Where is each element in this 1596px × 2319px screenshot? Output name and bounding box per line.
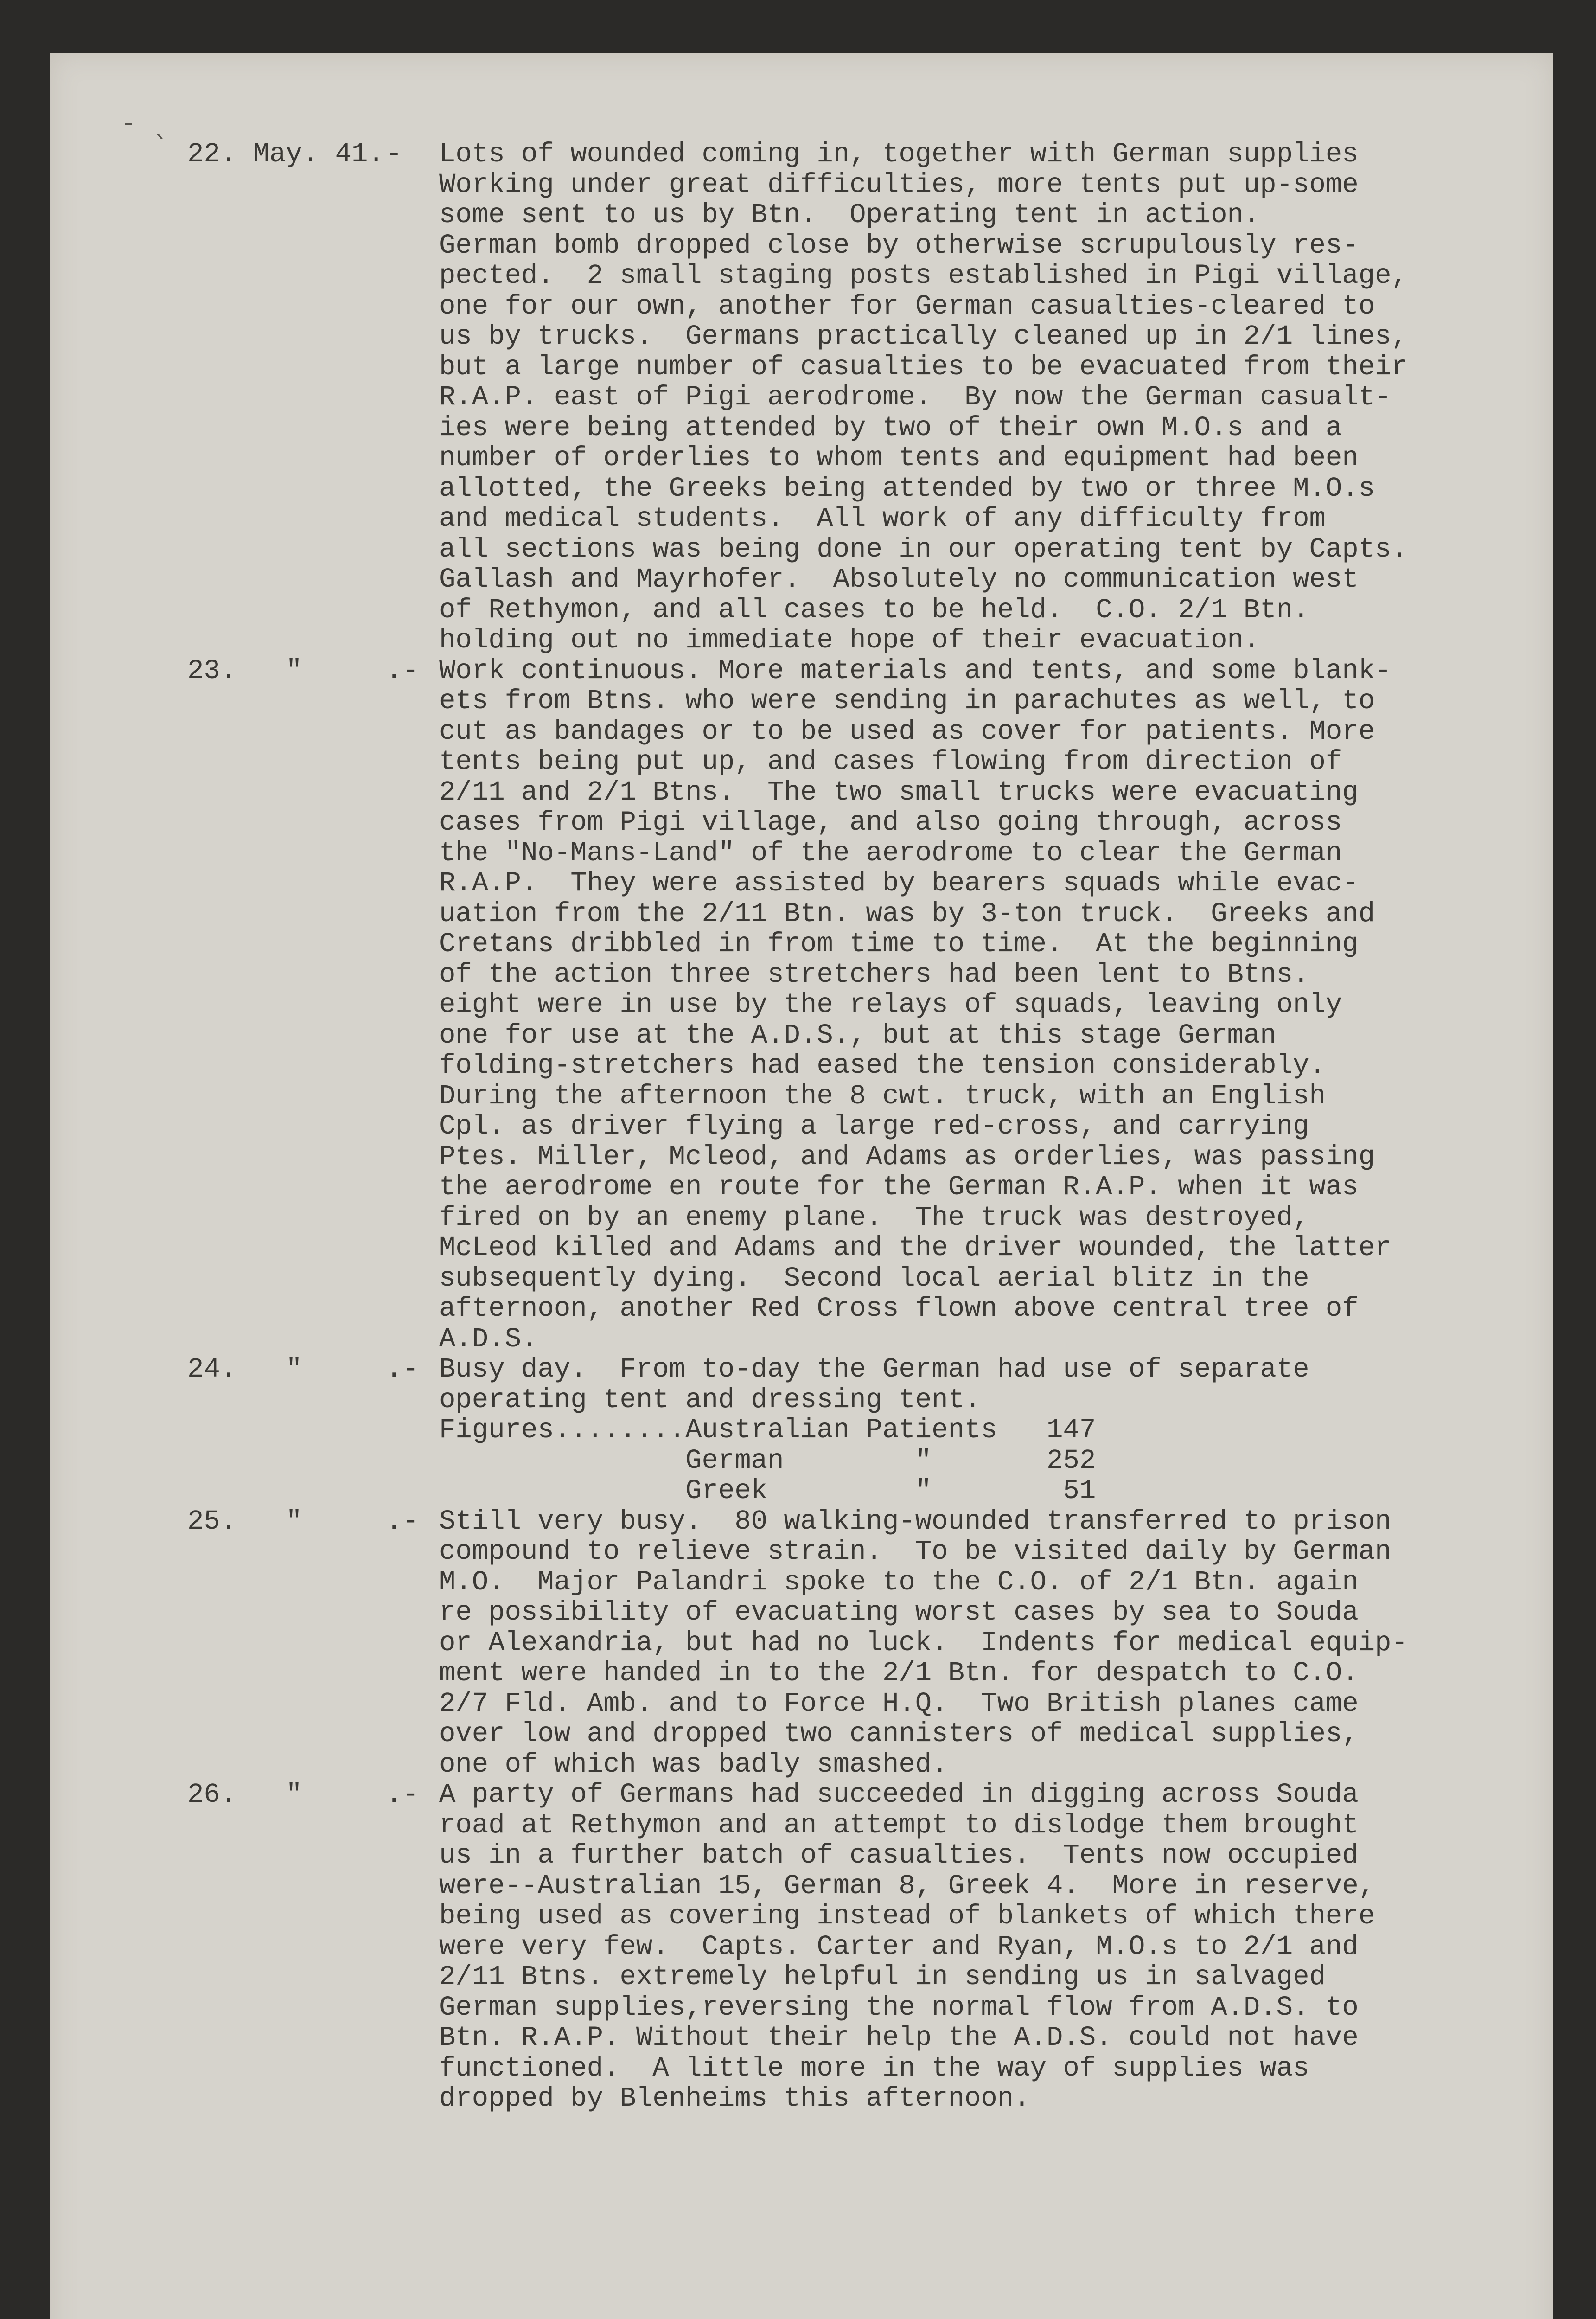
text-line: re possibility of evacuating worst cases by sea to Souda	[439, 1597, 1359, 1628]
text-line: allotted, the Greeks being attended by two or three M.O.s	[439, 473, 1375, 504]
text-line: M.O. Major Palandri spoke to the C.O. of 2/1 Btn. again	[439, 1566, 1359, 1598]
text-line: uation from the 2/11 Btn. was by 3-ton truck. Greeks and	[439, 898, 1375, 929]
text-line: all sections was being done in our operating tent by Capts.	[439, 533, 1408, 565]
text-line: R.A.P. They were assisted by bearers squads while evac-	[439, 868, 1359, 899]
diary-body	[135, 139, 1526, 2114]
text-line: cut as bandages or to be used as cover for patients. More	[439, 716, 1375, 747]
text-line: us by trucks. Germans practically cleaned up in 2/1 lines,	[439, 321, 1408, 352]
text-line: During the afternoon the 8 cwt. truck, with an English	[439, 1080, 1326, 1112]
text-line: A party of Germans had succeeded in digging across Souda	[439, 1779, 1359, 1810]
text-line: pected. 2 small staging posts established in Pigi village,	[439, 260, 1408, 291]
text-line: Gallash and Mayrhofer. Absolutely no communication west	[439, 564, 1359, 595]
entry-text	[439, 1506, 1526, 1780]
text-line: of Rethymon, and all cases to be held. C.O. 2/1 Btn.	[439, 594, 1309, 626]
text-line: of the action three stretchers had been lent to Btns.	[439, 959, 1309, 990]
text-line: eight were in use by the relays of squads, leaving only	[439, 989, 1342, 1020]
text-line: German bomb dropped close by otherwise scrupulously res-	[439, 230, 1359, 261]
diary-entry	[135, 139, 1526, 656]
text-line: compound to relieve strain. To be visited daily by German	[439, 1536, 1392, 1567]
text-line: German supplies,reversing the normal flow from A.D.S. to	[439, 1992, 1359, 2023]
diary-entry	[135, 1506, 1526, 1780]
text-line: Cretans dribbled in from time to time. At the beginning	[439, 929, 1359, 960]
text-line: over low and dropped two cannisters of medical supplies,	[439, 1718, 1359, 1749]
entry-date: 23. "	[187, 655, 302, 686]
text-line: afternoon, another Red Cross flown above central tree of	[439, 1293, 1359, 1324]
text-line: Work continuous. More materials and tents, and some blank-	[439, 655, 1392, 686]
diary-entry	[135, 656, 1526, 1355]
text-line: tents being put up, and cases flowing from direction of	[439, 746, 1342, 777]
text-line: operating tent and dressing tent.	[439, 1384, 981, 1416]
text-line: the aerodrome en route for the German R.A.P. when it was	[439, 1172, 1359, 1203]
entry-dash: .-	[386, 1505, 419, 1537]
text-line: ment were handed in to the 2/1 Btn. for despatch to C.O.	[439, 1658, 1359, 1689]
entry-text	[439, 1354, 1526, 1506]
text-line: were very few. Capts. Carter and Ryan, M.O.s to 2/1 and	[439, 1931, 1359, 1962]
entry-text	[439, 1780, 1526, 2114]
text-line: one for use at the A.D.S., but at this stage German	[439, 1019, 1277, 1051]
text-line: 2/11 and 2/1 Btns. The two small trucks were evacuating	[439, 776, 1359, 808]
text-line: and medical students. All work of any difficulty from	[439, 503, 1326, 534]
text-line: ets from Btns. who were sending in parachutes as well, to	[439, 685, 1375, 717]
text-line: Still very busy. 80 walking-wounded transferred to prison	[439, 1505, 1392, 1537]
entry-dash: -	[386, 139, 402, 170]
text-line: one of which was badly smashed.	[439, 1749, 948, 1780]
text-line: R.A.P. east of Pigi aerodrome. By now the German casualt-	[439, 382, 1392, 413]
text-line: Busy day. From to-day the German had use of separate	[439, 1354, 1309, 1385]
text-line: folding-stretchers had eased the tension considerably.	[439, 1050, 1326, 1081]
entry-dash: .-	[386, 655, 419, 686]
text-line: Lots of wounded coming in, together with German supplies	[439, 139, 1359, 170]
text-line: or Alexandria, but had no luck. Indents for medical equip-	[439, 1627, 1408, 1659]
text-line: functioned. A little more in the way of supplies was	[439, 2052, 1309, 2084]
text-line: but a large number of casualties to be evacuated from their	[439, 351, 1408, 383]
text-line: Ptes. Miller, Mcleod, and Adams as orderlies, was passing	[439, 1141, 1375, 1172]
text-line: 2/11 Btns. extremely helpful in sending us in salvaged	[439, 1961, 1326, 1992]
entry-text	[439, 656, 1526, 1355]
text-line: fired on by an enemy plane. The truck was destroyed,	[439, 1202, 1309, 1233]
text-line: road at Rethymon and an attempt to dislodge them brought	[439, 1809, 1359, 1841]
text-line: cases from Pigi village, and also going through, across	[439, 807, 1342, 838]
text-line: holding out no immediate hope of their evacuation.	[439, 625, 1260, 656]
text-line: the "No-Mans-Land" of the aerodrome to clear the German	[439, 837, 1342, 869]
text-line: Greek " 51	[439, 1475, 1096, 1506]
text-line: Figures........Australian Patients 147	[439, 1415, 1096, 1446]
entry-date: 25. "	[187, 1505, 302, 1537]
corner-marks: - ˎ	[121, 108, 168, 138]
entry-text	[439, 139, 1526, 656]
text-line: Cpl. as driver flying a large red-cross, and carrying	[439, 1111, 1309, 1142]
entry-date: 24. "	[187, 1354, 302, 1385]
text-line: dropped by Blenheims this afternoon.	[439, 2083, 1030, 2114]
text-line: German " 252	[439, 1445, 1096, 1476]
text-line: 2/7 Fld. Amb. and to Force H.Q. Two British planes came	[439, 1688, 1359, 1719]
diary-entry	[135, 1780, 1526, 2114]
text-line: Btn. R.A.P. Without their help the A.D.S. could not have	[439, 2022, 1359, 2053]
diary-entry	[135, 1354, 1526, 1506]
entry-date: 26. "	[187, 1779, 302, 1810]
text-line: subsequently dying. Second local aerial blitz in the	[439, 1262, 1309, 1294]
text-line: A.D.S.	[439, 1323, 538, 1355]
text-line: ies were being attended by two of their own M.O.s and a	[439, 412, 1342, 443]
text-line: being used as covering instead of blankets of which there	[439, 1901, 1375, 1932]
text-line: McLeod killed and Adams and the driver wounded, the latter	[439, 1232, 1392, 1263]
entry-dash: .-	[386, 1354, 419, 1385]
entry-date: 22. May. 41.	[187, 139, 384, 170]
text-line: one for our own, another for German casualties-cleared to	[439, 290, 1375, 322]
text-line: Working under great difficulties, more tents put up-some	[439, 169, 1359, 200]
text-line: some sent to us by Btn. Operating tent in action.	[439, 199, 1260, 231]
text-line: us in a further batch of casualties. Tents now occupied	[439, 1840, 1359, 1871]
text-line: were--Australian 15, German 8, Greek 4. More in reserve,	[439, 1870, 1375, 1902]
entry-dash: .-	[386, 1779, 419, 1810]
text-line: number of orderlies to whom tents and equipment had been	[439, 442, 1359, 474]
